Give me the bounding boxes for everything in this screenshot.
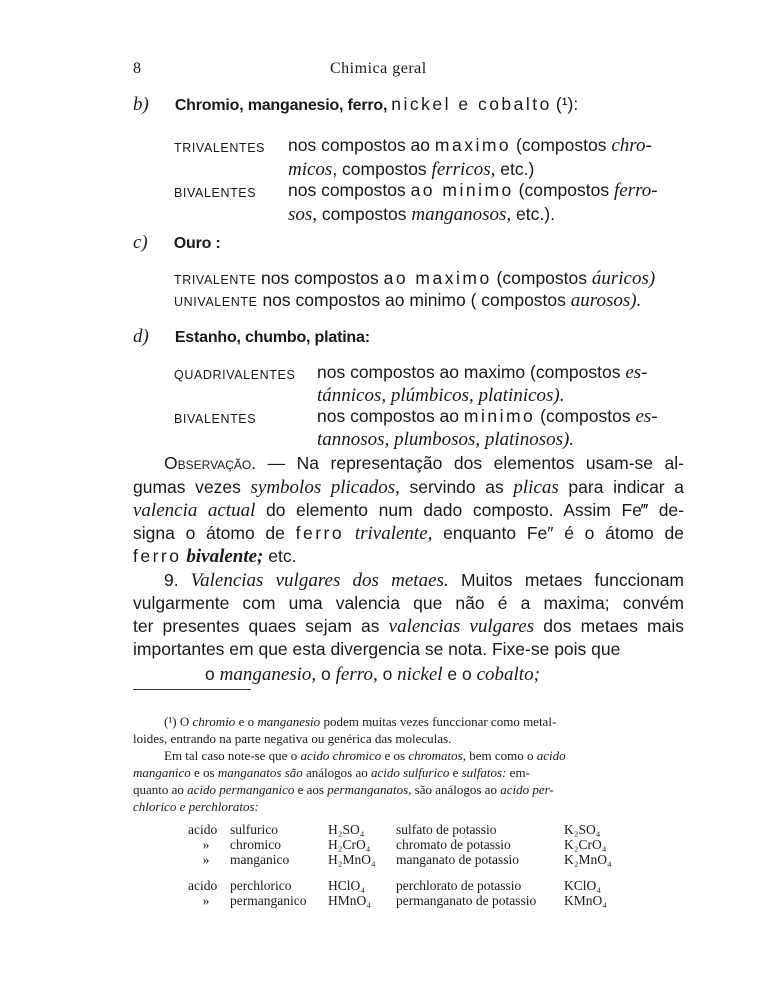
- running-title: Chimica geral: [330, 60, 427, 77]
- footnote-line: chlorico e perchloratos:: [133, 799, 259, 814]
- valence-text-line: nos compostos ao maximo (compostos es-: [317, 362, 648, 383]
- valence-text-line: sos, compostos manganosos, etc.).: [288, 204, 555, 225]
- valence-label: BIVALENTES: [174, 186, 257, 200]
- footnote-line: loides, entrando na parte negativa ou genérica das moleculas.: [133, 731, 452, 746]
- paragraph-9-line: ter presentes quaes sejam as valencias vulgares dos metaes mais: [133, 616, 685, 637]
- observation-line: Observação. — Na representação dos elementos usam-se al-: [164, 453, 684, 473]
- section-letter: b): [133, 94, 149, 115]
- section-title: Ouro :: [173, 235, 221, 252]
- valence-text-line: tannosos, plumbosos, platinosos).: [317, 429, 575, 450]
- valence-label: BIVALENTES: [174, 412, 257, 426]
- footnote-line: manganico e os manganatos são análogos ao acido sulfurico e sulfatos: em-: [133, 765, 530, 780]
- formula-table-2: [188, 878, 613, 908]
- section-title-spaced: nickel e cobalto: [391, 94, 552, 114]
- formula-table-1: [188, 822, 618, 867]
- valence-line: UNIVALENTE nos compostos ao minimo ( compostos aurosos).: [174, 290, 642, 311]
- observation-line: valencia actual do elemento num dado composto. Assim Fe‴ de-: [133, 500, 684, 521]
- table-row: » permanganico HMnO₄ permanganato de potassio KMnO₄: [202, 893, 607, 908]
- section-c-heading: [133, 232, 221, 254]
- section-d-heading: [133, 326, 370, 348]
- table-row: » chromico H₂CrO₄ chromato de potassio K₂CrO₄: [202, 837, 607, 852]
- observation-line: ferro bivalente; etc.: [133, 546, 297, 567]
- footnote-line: (¹) O chromio e o manganesio podem muitas vezes funccionar como metal-: [164, 714, 557, 729]
- valence-text-line: nos compostos ao minimo (compostos ferro-: [288, 180, 658, 201]
- valence-label: QUADRIVALENTES: [174, 368, 296, 382]
- footnote-rule: [133, 689, 251, 690]
- footnote-line: Em tal caso note-se que o acido chromico e os chromatos, bem como o acido: [164, 748, 566, 763]
- valence-line: TRIVALENTE nos compostos ao maximo (compostos áuricos): [174, 268, 656, 289]
- valence-text-line: tánnicos, plúmbicos, platinicos).: [317, 385, 565, 406]
- section-b-heading: [133, 94, 578, 116]
- paragraph-9-line: vulgarmente com uma valencia que não é a maxima; convém: [133, 593, 684, 613]
- paragraph-9-line: 9. Valencias vulgares dos metaes. Muitos metaes funccionam: [164, 570, 684, 591]
- table-row: » manganico H₂MnO₄ manganato de potassio K₂MnO₄: [202, 852, 612, 867]
- centered-metals-line: o manganesio, o ferro, o nickel e o cobalto;: [205, 664, 540, 685]
- valence-text-line: micos, compostos ferricos, etc.): [288, 159, 535, 180]
- valence-label: TRIVALENTES: [174, 141, 266, 155]
- valence-text-line: nos compostos ao maximo (compostos chro-: [288, 135, 652, 156]
- footnote-line: quanto ao acido permanganico e aos permanganatos, são análogos ao acido per-: [133, 782, 554, 797]
- section-letter: c): [133, 232, 148, 253]
- observation-line: gumas vezes symbolos plicados, servindo as plicas para indicar a: [133, 477, 684, 498]
- observation-line: signa o átomo de ferro trivalente, enquanto Fe″ é o átomo de: [133, 523, 684, 544]
- section-title: Chromio, manganesio, ferro,: [174, 97, 388, 114]
- footnote-ref: (¹):: [555, 94, 579, 114]
- section-letter: d): [133, 326, 149, 347]
- table-row: acido sulfurico H₂SO₄ sulfato de potassio K₂SO₄: [188, 822, 601, 837]
- paragraph-9-line: importantes em que esta divergencia se nota. Fixe-se pois que: [133, 639, 621, 659]
- section-title: Estanho, chumbo, platina:: [174, 329, 370, 346]
- page-number: 8: [133, 60, 141, 77]
- valence-text-line: nos compostos ao minimo (compostos es-: [317, 406, 658, 427]
- table-row: acido perchlorico HClO₄ perchlorato de potassio KClO₄: [188, 878, 601, 893]
